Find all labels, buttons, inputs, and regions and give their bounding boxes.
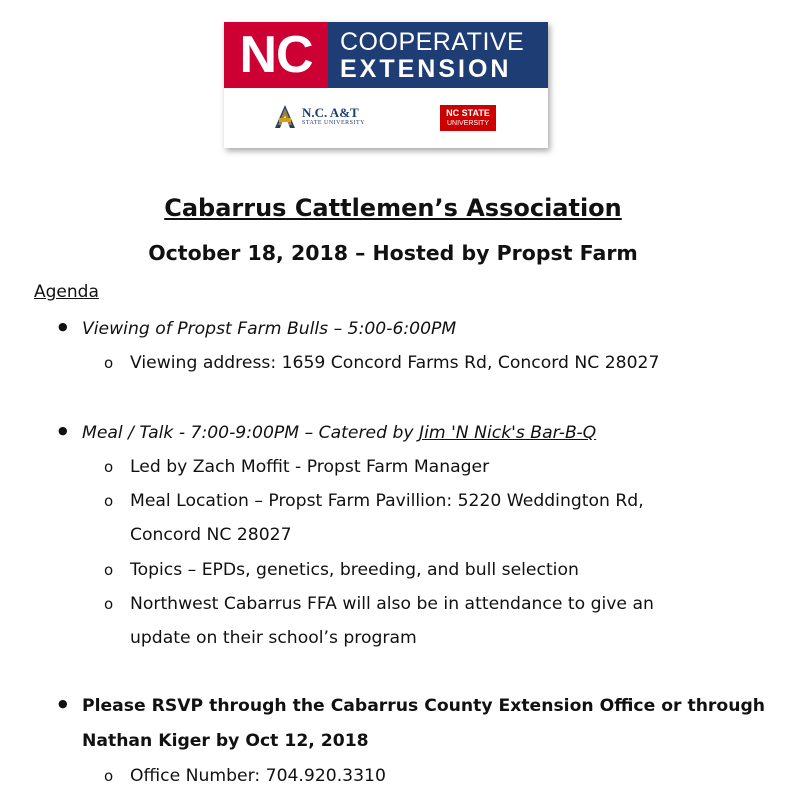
ncstate-logo bbox=[440, 105, 496, 131]
sub-item-topics: Topics – EPDs, genetics, breeding, and bull selection bbox=[130, 560, 579, 580]
circle-bullet-icon: o bbox=[104, 354, 114, 372]
caterer-link[interactable]: Jim 'N Nick's Bar-B-Q bbox=[419, 423, 597, 443]
sub-item-meal-location: Meal Location – Propst Farm Pavillion: 5220 Weddington Rd, bbox=[130, 491, 644, 511]
aggie-wordmark bbox=[302, 106, 365, 126]
logo-nc: NC bbox=[224, 22, 328, 88]
logo-line-1: COOPERATIVE bbox=[340, 28, 525, 56]
sub-item-ffa: Northwest Cabarrus FFA will also be in attendance to give an bbox=[130, 594, 654, 614]
list-item-meal bbox=[82, 422, 596, 444]
list-item-viewing: Viewing of Propst Farm Bulls – 5:00-6:00PM bbox=[82, 319, 457, 339]
bullet-icon: ● bbox=[58, 697, 68, 710]
circle-bullet-icon: o bbox=[104, 595, 114, 613]
ncstate-subtitle: UNIVERSITY bbox=[446, 120, 489, 127]
bullet-icon: ● bbox=[58, 320, 68, 333]
bullet-icon: ● bbox=[58, 424, 68, 437]
sub-item-meal-location-cont: Concord NC 28027 bbox=[130, 525, 292, 545]
circle-bullet-icon: o bbox=[104, 492, 114, 510]
nc-cooperative-extension-logo bbox=[224, 22, 548, 148]
sub-item-led-by: Led by Zach Moffit - Propst Farm Manager bbox=[130, 457, 490, 477]
agenda-heading: Agenda bbox=[34, 282, 99, 302]
event-subtitle: October 18, 2018 – Hosted by Propst Farm bbox=[148, 241, 638, 265]
circle-bullet-icon: o bbox=[104, 767, 114, 785]
meal-text: Meal / Talk - 7:00-9:00PM – Catered by bbox=[82, 423, 420, 443]
logo-line-2: EXTENSION bbox=[340, 55, 512, 83]
list-item-rsvp-cont: Nathan Kiger by Oct 12, 2018 bbox=[82, 731, 369, 751]
aggie-name: N.C. A&T bbox=[302, 105, 359, 120]
circle-bullet-icon: o bbox=[104, 561, 114, 579]
logo-banner bbox=[224, 22, 548, 88]
sub-item-ffa-cont: update on their school’s program bbox=[130, 628, 417, 648]
logo-blue-panel bbox=[328, 22, 548, 88]
sub-item-office-number: Office Number: 704.920.3310 bbox=[130, 766, 386, 786]
circle-bullet-icon: o bbox=[104, 458, 114, 476]
sub-item-viewing-address: Viewing address: 1659 Concord Farms Rd, Concord NC 28027 bbox=[130, 353, 660, 373]
aggie-shield-icon bbox=[274, 104, 296, 130]
page-title: Cabarrus Cattlemen’s Association bbox=[164, 194, 622, 222]
aggie-subtitle: STATE UNIVERSITY bbox=[302, 120, 366, 126]
ncstate-name: NC STATE bbox=[446, 108, 490, 118]
list-item-rsvp: Please RSVP through the Cabarrus County Extension Office or through bbox=[82, 696, 765, 716]
